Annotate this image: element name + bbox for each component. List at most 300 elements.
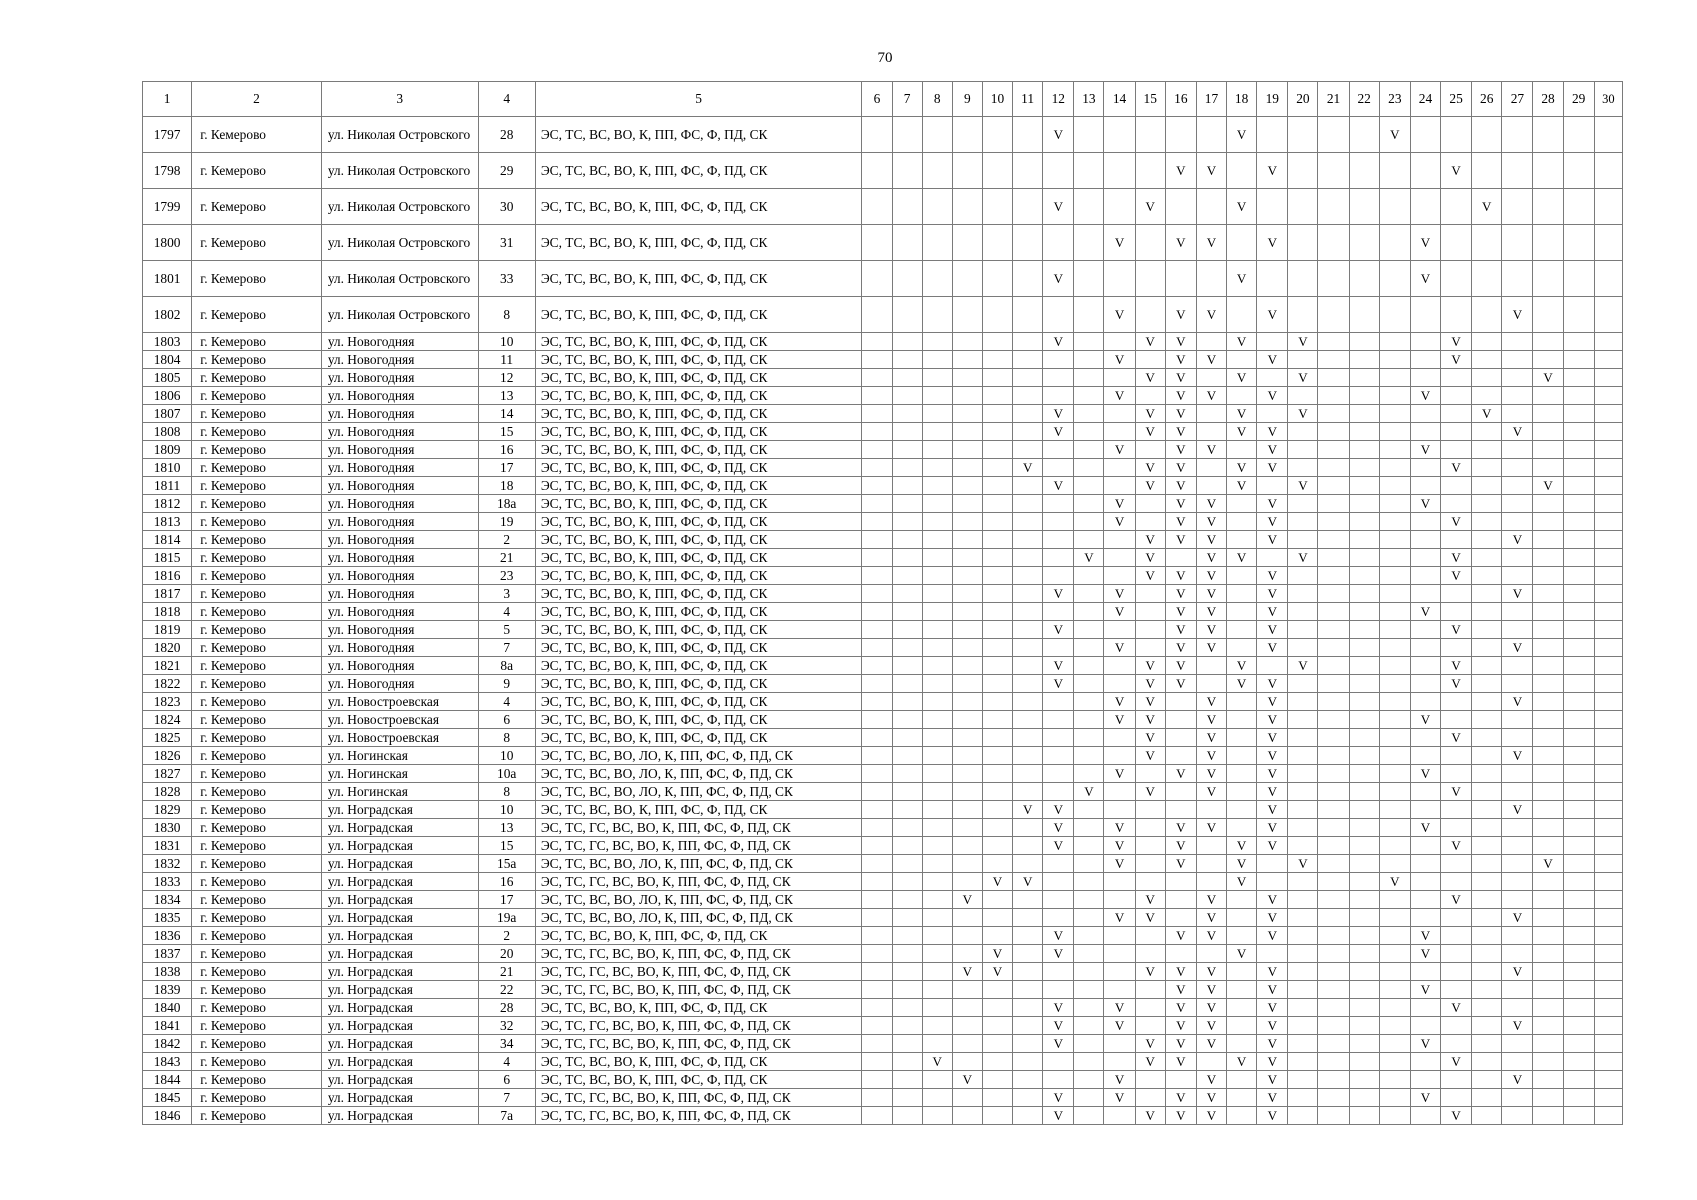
mark-cell-15: V <box>1135 459 1165 477</box>
mark-cell-25: V <box>1441 657 1472 675</box>
mark-cell-23 <box>1379 891 1410 909</box>
table-row <box>143 639 1623 657</box>
mark-cell-8 <box>922 963 952 981</box>
mark-cell-15: V <box>1135 549 1165 567</box>
table-row <box>143 855 1623 873</box>
mark-cell-30 <box>1594 405 1622 423</box>
mark-cell-29 <box>1563 711 1594 729</box>
mark-cell-23 <box>1379 153 1410 189</box>
mark-cell-29 <box>1563 189 1594 225</box>
mark-cell-11: V <box>1013 801 1043 819</box>
street-cell: ул. Ноградская <box>321 909 478 927</box>
mark-cell-11 <box>1013 891 1043 909</box>
mark-cell-13 <box>1074 837 1104 855</box>
mark-cell-28 <box>1533 153 1563 189</box>
mark-cell-26 <box>1472 603 1502 621</box>
mark-cell-15 <box>1135 513 1165 531</box>
city-cell: г. Кемерово <box>192 693 322 711</box>
mark-cell-10: V <box>982 873 1012 891</box>
mark-cell-12: V <box>1043 1107 1074 1125</box>
column-header-22: 22 <box>1349 82 1379 117</box>
mark-cell-8 <box>922 261 952 297</box>
mark-cell-13 <box>1074 513 1104 531</box>
mark-cell-21 <box>1318 351 1349 369</box>
city-cell: г. Кемерово <box>192 999 322 1017</box>
mark-cell-8 <box>922 927 952 945</box>
mark-cell-19: V <box>1257 675 1288 693</box>
column-header-1: 1 <box>143 82 192 117</box>
house-number-cell: 14 <box>478 405 535 423</box>
mark-cell-24 <box>1410 1053 1440 1071</box>
mark-cell-10 <box>982 981 1012 999</box>
mark-cell-19 <box>1257 189 1288 225</box>
street-cell: ул. Николая Островского <box>321 153 478 189</box>
table-row <box>143 405 1623 423</box>
mark-cell-28 <box>1533 873 1563 891</box>
mark-cell-27: V <box>1502 1017 1533 1035</box>
mark-cell-17: V <box>1196 927 1226 945</box>
mark-cell-9 <box>952 441 982 459</box>
mark-cell-28 <box>1533 963 1563 981</box>
mark-cell-24 <box>1410 1017 1440 1035</box>
mark-cell-16 <box>1165 945 1196 963</box>
mark-cell-26 <box>1472 531 1502 549</box>
mark-cell-7 <box>892 297 922 333</box>
mark-cell-25: V <box>1441 999 1472 1017</box>
mark-cell-28 <box>1533 729 1563 747</box>
mark-cell-10 <box>982 423 1012 441</box>
mark-cell-27: V <box>1502 693 1533 711</box>
mark-cell-18 <box>1227 585 1257 603</box>
mark-cell-9 <box>952 603 982 621</box>
mark-cell-10 <box>982 729 1012 747</box>
mark-cell-30 <box>1594 423 1622 441</box>
mark-cell-9 <box>952 999 982 1017</box>
row-number: 1846 <box>143 1107 192 1125</box>
mark-cell-12: V <box>1043 999 1074 1017</box>
mark-cell-17: V <box>1196 549 1226 567</box>
mark-cell-23 <box>1379 1017 1410 1035</box>
mark-cell-14 <box>1104 891 1135 909</box>
mark-cell-29 <box>1563 837 1594 855</box>
mark-cell-6 <box>862 945 892 963</box>
table-row <box>143 765 1623 783</box>
mark-cell-13 <box>1074 657 1104 675</box>
street-cell: ул. Николая Островского <box>321 261 478 297</box>
mark-cell-16: V <box>1165 405 1196 423</box>
mark-cell-10 <box>982 1089 1012 1107</box>
mark-cell-12 <box>1043 711 1074 729</box>
mark-cell-14: V <box>1104 603 1135 621</box>
mark-cell-24 <box>1410 153 1440 189</box>
mark-cell-11 <box>1013 711 1043 729</box>
mark-cell-11 <box>1013 387 1043 405</box>
mark-cell-19: V <box>1257 603 1288 621</box>
mark-cell-11 <box>1013 1053 1043 1071</box>
column-header-2: 2 <box>192 82 322 117</box>
mark-cell-10 <box>982 405 1012 423</box>
mark-cell-26 <box>1472 909 1502 927</box>
city-cell: г. Кемерово <box>192 639 322 657</box>
mark-cell-29 <box>1563 513 1594 531</box>
column-header-9: 9 <box>952 82 982 117</box>
mark-cell-6 <box>862 675 892 693</box>
mark-cell-8 <box>922 459 952 477</box>
mark-cell-14: V <box>1104 495 1135 513</box>
mark-cell-30 <box>1594 1017 1622 1035</box>
mark-cell-30 <box>1594 981 1622 999</box>
mark-cell-10 <box>982 693 1012 711</box>
mark-cell-29 <box>1563 225 1594 261</box>
mark-cell-17: V <box>1196 639 1226 657</box>
mark-cell-6 <box>862 747 892 765</box>
mark-cell-30 <box>1594 765 1622 783</box>
mark-cell-28 <box>1533 351 1563 369</box>
mark-cell-10 <box>982 1053 1012 1071</box>
mark-cell-28 <box>1533 927 1563 945</box>
row-number: 1823 <box>143 693 192 711</box>
mark-cell-27 <box>1502 567 1533 585</box>
mark-cell-6 <box>862 153 892 189</box>
mark-cell-30 <box>1594 261 1622 297</box>
table-row <box>143 189 1623 225</box>
column-header-11: 11 <box>1013 82 1043 117</box>
mark-cell-19 <box>1257 945 1288 963</box>
mark-cell-9 <box>952 765 982 783</box>
mark-cell-6 <box>862 783 892 801</box>
city-cell: г. Кемерово <box>192 1053 322 1071</box>
street-cell: ул. Ногинская <box>321 747 478 765</box>
mark-cell-14 <box>1104 981 1135 999</box>
mark-cell-12 <box>1043 531 1074 549</box>
mark-cell-20 <box>1288 1089 1318 1107</box>
mark-cell-13 <box>1074 927 1104 945</box>
mark-cell-27 <box>1502 225 1533 261</box>
mark-cell-29 <box>1563 765 1594 783</box>
street-cell: ул. Ноградская <box>321 963 478 981</box>
mark-cell-10 <box>982 657 1012 675</box>
city-cell: г. Кемерово <box>192 1089 322 1107</box>
mark-cell-19 <box>1257 333 1288 351</box>
mark-cell-11 <box>1013 747 1043 765</box>
mark-cell-8 <box>922 477 952 495</box>
mark-cell-9 <box>952 639 982 657</box>
mark-cell-18 <box>1227 999 1257 1017</box>
mark-cell-6 <box>862 441 892 459</box>
mark-cell-27 <box>1502 873 1533 891</box>
mark-cell-6 <box>862 801 892 819</box>
mark-cell-18 <box>1227 351 1257 369</box>
house-number-cell: 8 <box>478 783 535 801</box>
street-cell: ул. Новогодняя <box>321 387 478 405</box>
mark-cell-27 <box>1502 189 1533 225</box>
house-number-cell: 6 <box>478 711 535 729</box>
mark-cell-23 <box>1379 747 1410 765</box>
mark-cell-28: V <box>1533 477 1563 495</box>
mark-cell-23 <box>1379 1071 1410 1089</box>
mark-cell-18 <box>1227 603 1257 621</box>
mark-cell-29 <box>1563 981 1594 999</box>
mark-cell-21 <box>1318 333 1349 351</box>
mark-cell-13 <box>1074 981 1104 999</box>
mark-cell-6 <box>862 1017 892 1035</box>
services-cell: ЭС, ТС, ВС, ВО, К, ПП, ФС, Ф, ПД, СК <box>535 729 862 747</box>
city-cell: г. Кемерово <box>192 1017 322 1035</box>
mark-cell-9 <box>952 1053 982 1071</box>
column-header-6: 6 <box>862 82 892 117</box>
mark-cell-6 <box>862 639 892 657</box>
column-header-29: 29 <box>1563 82 1594 117</box>
mark-cell-10 <box>982 225 1012 261</box>
mark-cell-26 <box>1472 1035 1502 1053</box>
mark-cell-21 <box>1318 945 1349 963</box>
mark-cell-11 <box>1013 333 1043 351</box>
house-number-cell: 16 <box>478 873 535 891</box>
mark-cell-20 <box>1288 747 1318 765</box>
mark-cell-14: V <box>1104 765 1135 783</box>
mark-cell-14 <box>1104 531 1135 549</box>
mark-cell-17 <box>1196 1053 1226 1071</box>
mark-cell-6 <box>862 333 892 351</box>
column-header-16: 16 <box>1165 82 1196 117</box>
mark-cell-22 <box>1349 1107 1379 1125</box>
mark-cell-22 <box>1349 909 1379 927</box>
mark-cell-12 <box>1043 603 1074 621</box>
row-number: 1801 <box>143 261 192 297</box>
mark-cell-17 <box>1196 801 1226 819</box>
mark-cell-19 <box>1257 873 1288 891</box>
mark-cell-19: V <box>1257 1071 1288 1089</box>
mark-cell-13 <box>1074 567 1104 585</box>
mark-cell-25: V <box>1441 333 1472 351</box>
mark-cell-12: V <box>1043 927 1074 945</box>
house-number-cell: 30 <box>478 189 535 225</box>
mark-cell-23 <box>1379 621 1410 639</box>
mark-cell-6 <box>862 405 892 423</box>
mark-cell-23 <box>1379 477 1410 495</box>
mark-cell-7 <box>892 369 922 387</box>
mark-cell-18 <box>1227 1089 1257 1107</box>
mark-cell-17: V <box>1196 225 1226 261</box>
mark-cell-14: V <box>1104 387 1135 405</box>
mark-cell-17: V <box>1196 1071 1226 1089</box>
mark-cell-18: V <box>1227 1053 1257 1071</box>
services-cell: ЭС, ТС, ВС, ВО, К, ПП, ФС, Ф, ПД, СК <box>535 261 862 297</box>
house-number-cell: 17 <box>478 891 535 909</box>
mark-cell-10 <box>982 297 1012 333</box>
mark-cell-12 <box>1043 459 1074 477</box>
mark-cell-25 <box>1441 297 1472 333</box>
mark-cell-24 <box>1410 405 1440 423</box>
mark-cell-15: V <box>1135 909 1165 927</box>
mark-cell-21 <box>1318 621 1349 639</box>
street-cell: ул. Новогодняя <box>321 423 478 441</box>
mark-cell-12 <box>1043 513 1074 531</box>
mark-cell-16: V <box>1165 225 1196 261</box>
mark-cell-28 <box>1533 801 1563 819</box>
mark-cell-17: V <box>1196 495 1226 513</box>
mark-cell-27: V <box>1502 801 1533 819</box>
mark-cell-21 <box>1318 153 1349 189</box>
mark-cell-7 <box>892 153 922 189</box>
mark-cell-15: V <box>1135 477 1165 495</box>
mark-cell-19: V <box>1257 225 1288 261</box>
mark-cell-8 <box>922 1017 952 1035</box>
mark-cell-25 <box>1441 117 1472 153</box>
mark-cell-25 <box>1441 927 1472 945</box>
mark-cell-15 <box>1135 351 1165 369</box>
mark-cell-27 <box>1502 459 1533 477</box>
city-cell: г. Кемерово <box>192 855 322 873</box>
services-cell: ЭС, ТС, ГС, ВС, ВО, К, ПП, ФС, Ф, ПД, СК <box>535 837 862 855</box>
mark-cell-28 <box>1533 459 1563 477</box>
mark-cell-7 <box>892 855 922 873</box>
mark-cell-10 <box>982 495 1012 513</box>
mark-cell-8 <box>922 1071 952 1089</box>
mark-cell-10 <box>982 891 1012 909</box>
mark-cell-22 <box>1349 549 1379 567</box>
mark-cell-26 <box>1472 675 1502 693</box>
mark-cell-29 <box>1563 459 1594 477</box>
city-cell: г. Кемерово <box>192 441 322 459</box>
mark-cell-12: V <box>1043 1089 1074 1107</box>
mark-cell-23 <box>1379 711 1410 729</box>
column-header-3: 3 <box>321 82 478 117</box>
mark-cell-22 <box>1349 891 1379 909</box>
mark-cell-22 <box>1349 729 1379 747</box>
mark-cell-8 <box>922 945 952 963</box>
mark-cell-12 <box>1043 1071 1074 1089</box>
table-row <box>143 117 1623 153</box>
mark-cell-29 <box>1563 909 1594 927</box>
table-row <box>143 387 1623 405</box>
services-cell: ЭС, ТС, ВС, ВО, К, ПП, ФС, Ф, ПД, СК <box>535 225 862 261</box>
city-cell: г. Кемерово <box>192 801 322 819</box>
mark-cell-8 <box>922 909 952 927</box>
mark-cell-27: V <box>1502 639 1533 657</box>
mark-cell-15 <box>1135 801 1165 819</box>
mark-cell-18 <box>1227 783 1257 801</box>
mark-cell-16 <box>1165 909 1196 927</box>
mark-cell-8 <box>922 693 952 711</box>
mark-cell-20 <box>1288 1035 1318 1053</box>
mark-cell-8 <box>922 891 952 909</box>
mark-cell-30 <box>1594 1035 1622 1053</box>
mark-cell-18 <box>1227 387 1257 405</box>
mark-cell-22 <box>1349 1017 1379 1035</box>
mark-cell-25 <box>1441 369 1472 387</box>
mark-cell-21 <box>1318 819 1349 837</box>
mark-cell-25: V <box>1441 729 1472 747</box>
mark-cell-11 <box>1013 1089 1043 1107</box>
mark-cell-10 <box>982 819 1012 837</box>
row-number: 1804 <box>143 351 192 369</box>
mark-cell-27 <box>1502 765 1533 783</box>
mark-cell-18: V <box>1227 459 1257 477</box>
mark-cell-21 <box>1318 117 1349 153</box>
mark-cell-14 <box>1104 1053 1135 1071</box>
mark-cell-24 <box>1410 729 1440 747</box>
mark-cell-29 <box>1563 585 1594 603</box>
mark-cell-18: V <box>1227 261 1257 297</box>
mark-cell-19: V <box>1257 1017 1288 1035</box>
mark-cell-25 <box>1441 1071 1472 1089</box>
row-number: 1845 <box>143 1089 192 1107</box>
city-cell: г. Кемерово <box>192 927 322 945</box>
street-cell: ул. Николая Островского <box>321 297 478 333</box>
mark-cell-14: V <box>1104 711 1135 729</box>
mark-cell-22 <box>1349 405 1379 423</box>
services-cell: ЭС, ТС, ВС, ВО, К, ПП, ФС, Ф, ПД, СК <box>535 549 862 567</box>
mark-cell-7 <box>892 441 922 459</box>
mark-cell-18: V <box>1227 675 1257 693</box>
mark-cell-11 <box>1013 261 1043 297</box>
mark-cell-21 <box>1318 639 1349 657</box>
mark-cell-9 <box>952 153 982 189</box>
house-number-cell: 21 <box>478 549 535 567</box>
mark-cell-11 <box>1013 405 1043 423</box>
mark-cell-29 <box>1563 387 1594 405</box>
mark-cell-23 <box>1379 387 1410 405</box>
mark-cell-16: V <box>1165 1107 1196 1125</box>
mark-cell-30 <box>1594 567 1622 585</box>
street-cell: ул. Новогодняя <box>321 657 478 675</box>
mark-cell-13 <box>1074 1107 1104 1125</box>
mark-cell-29 <box>1563 567 1594 585</box>
mark-cell-30 <box>1594 621 1622 639</box>
mark-cell-16: V <box>1165 981 1196 999</box>
mark-cell-21 <box>1318 855 1349 873</box>
mark-cell-30 <box>1594 999 1622 1017</box>
mark-cell-23 <box>1379 1053 1410 1071</box>
mark-cell-20 <box>1288 531 1318 549</box>
mark-cell-16 <box>1165 189 1196 225</box>
column-header-13: 13 <box>1074 82 1104 117</box>
mark-cell-15: V <box>1135 675 1165 693</box>
mark-cell-8 <box>922 765 952 783</box>
row-number: 1841 <box>143 1017 192 1035</box>
mark-cell-6 <box>862 369 892 387</box>
house-number-cell: 31 <box>478 225 535 261</box>
mark-cell-15: V <box>1135 1053 1165 1071</box>
mark-cell-28 <box>1533 819 1563 837</box>
mark-cell-17 <box>1196 405 1226 423</box>
mark-cell-12: V <box>1043 261 1074 297</box>
mark-cell-23 <box>1379 333 1410 351</box>
house-number-cell: 13 <box>478 819 535 837</box>
mark-cell-23 <box>1379 729 1410 747</box>
mark-cell-30 <box>1594 333 1622 351</box>
mark-cell-20 <box>1288 513 1318 531</box>
mark-cell-24: V <box>1410 495 1440 513</box>
mark-cell-22 <box>1349 225 1379 261</box>
mark-cell-13 <box>1074 675 1104 693</box>
mark-cell-12 <box>1043 855 1074 873</box>
mark-cell-10 <box>982 801 1012 819</box>
mark-cell-10 <box>982 1035 1012 1053</box>
street-cell: ул. Ноградская <box>321 981 478 999</box>
mark-cell-28 <box>1533 999 1563 1017</box>
mark-cell-21 <box>1318 387 1349 405</box>
mark-cell-13 <box>1074 1071 1104 1089</box>
mark-cell-22 <box>1349 297 1379 333</box>
mark-cell-12: V <box>1043 1035 1074 1053</box>
table-row <box>143 1035 1623 1053</box>
mark-cell-23 <box>1379 927 1410 945</box>
mark-cell-30 <box>1594 459 1622 477</box>
mark-cell-26 <box>1472 423 1502 441</box>
mark-cell-27 <box>1502 855 1533 873</box>
